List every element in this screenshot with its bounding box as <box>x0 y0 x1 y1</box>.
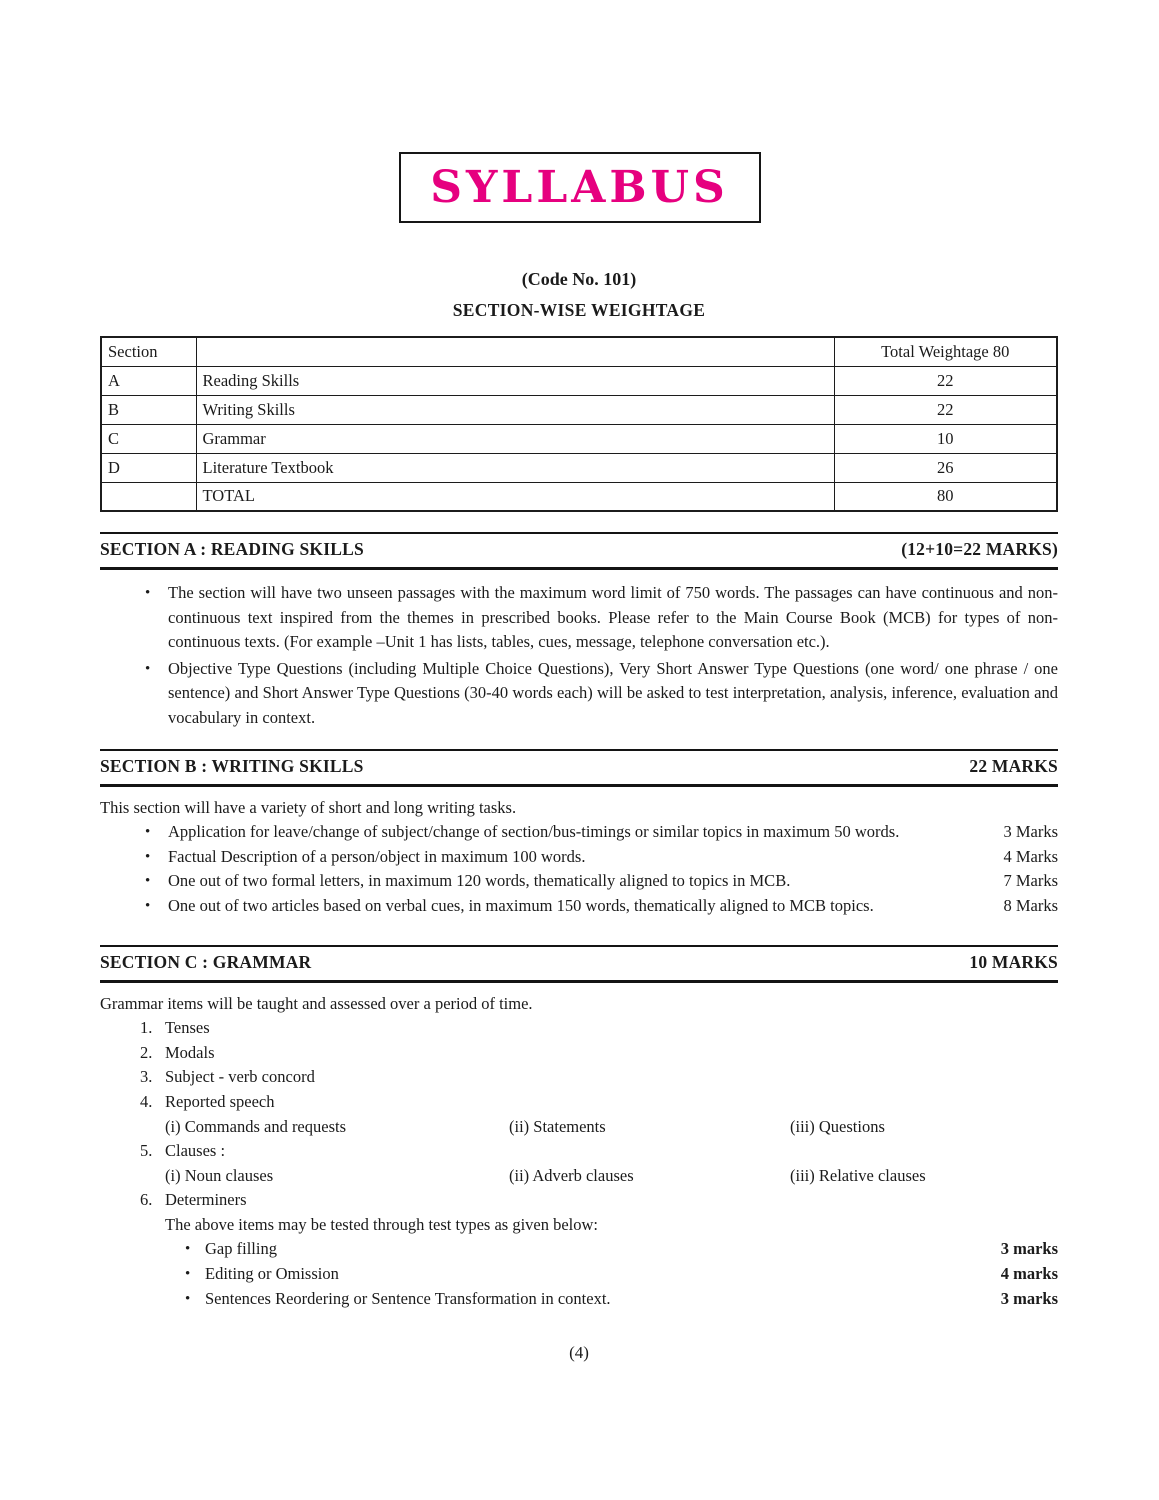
sub-item: (i) Commands and requests <box>165 1116 347 1136</box>
section-c-heading <box>100 945 1058 983</box>
item-text <box>168 845 1058 870</box>
grammar-item <box>140 1139 1058 1164</box>
section-c-note: The above items may be tested through test types as given below: <box>165 1214 599 1234</box>
section-a-title: SECTION A : READING SKILLS <box>100 539 364 559</box>
item-label: Editing or Omission <box>205 1264 339 1284</box>
table-row <box>101 453 1057 482</box>
bullet-icon: • <box>145 873 151 890</box>
item-label: One out of two formal letters, in maximum 120 words, thematically aligned to topics in MCB. <box>168 871 791 891</box>
item-label: Reported speech <box>165 1091 275 1111</box>
item-marks: 7 Marks <box>1003 871 1058 891</box>
cell-weight: 26 <box>834 453 1057 482</box>
cell-weight: 80 <box>834 482 1057 511</box>
table-row <box>101 424 1057 453</box>
section-c-title: SECTION C : GRAMMAR <box>100 951 312 972</box>
section-a-heading <box>100 532 1058 570</box>
item-label: Sentences Reordering or Sentence Transformation in context. <box>205 1288 611 1308</box>
sub-item: (ii) Adverb clauses <box>509 1165 634 1185</box>
cell-section: C <box>101 424 196 453</box>
section-a-bullet-1 <box>100 581 1058 655</box>
sub-item: (iii) Questions <box>790 1116 885 1136</box>
test-type-item <box>100 1287 1058 1312</box>
table-row <box>101 366 1057 395</box>
sub-item: (i) Noun clauses <box>165 1165 274 1185</box>
section-wise-weightage-heading: SECTION-WISE WEIGHTAGE <box>452 300 706 320</box>
section-b-intro: This section will have a variety of short and long writing tasks. <box>100 797 517 817</box>
item-number: 4. <box>140 1091 153 1111</box>
item-text <box>205 1237 1058 1262</box>
item-marks: 4 marks <box>1000 1264 1058 1284</box>
cell-name: Literature Textbook <box>196 453 834 482</box>
bullet-icon: • <box>145 897 151 914</box>
clauses-subitems <box>165 1164 1058 1189</box>
item-number: 3. <box>140 1067 153 1087</box>
bullet-icon: • <box>145 848 151 865</box>
item-label: Application for leave/change of subject/change of section/bus-timings or similar topics in maximum 50 words. <box>168 822 900 842</box>
item-text <box>168 894 1058 919</box>
item-number: 2. <box>140 1042 153 1062</box>
section-a-bullet-2 <box>100 657 1058 731</box>
cell-section: B <box>101 395 196 424</box>
grammar-item <box>140 1016 1058 1041</box>
cell-section <box>101 482 196 511</box>
section-a-marks: (12+10=22 MARKS) <box>901 539 1058 559</box>
item-marks: 8 Marks <box>1003 895 1058 915</box>
section-b-item <box>100 869 1058 894</box>
cell-name: Writing Skills <box>196 395 834 424</box>
reported-speech-subitems <box>165 1115 1058 1140</box>
cell-name: Grammar <box>196 424 834 453</box>
cell-name: TOTAL <box>196 482 834 511</box>
item-text <box>205 1262 1058 1287</box>
item-label: Determiners <box>165 1190 247 1210</box>
section-b-item <box>100 845 1058 870</box>
bullet-icon: • <box>185 1290 191 1307</box>
bullet-icon: • <box>185 1241 191 1258</box>
table-header-row <box>101 337 1057 366</box>
item-label: One out of two articles based on verbal cues, in maximum 150 words, thematically aligned to MCB topics. <box>168 895 874 915</box>
section-c-marks: 10 MARKS <box>969 951 1058 972</box>
header-weight: Total Weightage 80 <box>834 337 1057 366</box>
section-b-title: SECTION B : WRITING SKILLS <box>100 755 364 776</box>
item-label: Gap filling <box>205 1239 277 1259</box>
item-text <box>168 869 1058 894</box>
table-total-row <box>101 482 1057 511</box>
grammar-item <box>140 1065 1058 1090</box>
section-b-heading <box>100 749 1058 787</box>
grammar-item <box>140 1090 1058 1115</box>
cell-section: A <box>101 366 196 395</box>
item-label: Clauses : <box>165 1141 226 1161</box>
item-label: Subject - verb concord <box>165 1067 315 1087</box>
item-marks: 3 Marks <box>1003 822 1058 842</box>
bullet-text: Objective Type Questions (including Multiple Choice Questions), Very Short Answer Type Questions (one word/ one phrase / one sentence) and Short Answer Type Questions (30-40 words each) will be asked to test interpretation, analysis, inference, evaluation and vocabulary in context. <box>168 658 1058 727</box>
bullet-icon: • <box>145 824 151 841</box>
cell-name: Reading Skills <box>196 366 834 395</box>
cell-weight: 22 <box>834 395 1057 424</box>
section-b-item <box>100 894 1058 919</box>
item-label: Factual Description of a person/object in maximum 100 words. <box>168 846 586 866</box>
page-number: (4) <box>569 1343 589 1363</box>
table-row <box>101 395 1057 424</box>
bullet-text: The section will have two unseen passages with the maximum word limit of 750 words. The passages can have continuous and non-continuous text inspired from the themes in prescribed books. Please refer to the Main Course Book (MCB) for types of non-continuous texts. (For example –Unit 1 has lists, tables, cues, message, telephone conversation etc.). <box>168 583 1058 652</box>
syllabus-title-box <box>399 152 761 223</box>
section-c-intro: Grammar items will be taught and assessed over a period of time. <box>100 993 533 1013</box>
grammar-item <box>140 1041 1058 1066</box>
sub-item: (iii) Relative clauses <box>790 1165 926 1185</box>
section-b-marks: 22 MARKS <box>969 755 1058 776</box>
item-text <box>168 820 1058 845</box>
item-number: 5. <box>140 1141 153 1161</box>
bullet-icon: • <box>185 1266 191 1283</box>
grammar-item <box>140 1188 1058 1213</box>
item-number: 1. <box>140 1018 153 1038</box>
item-number: 6. <box>140 1190 153 1210</box>
header-section: Section <box>101 337 196 366</box>
code-number: (Code No. 101) <box>521 269 637 289</box>
cell-weight: 22 <box>834 366 1057 395</box>
header-name <box>196 337 834 366</box>
item-text <box>205 1287 1058 1312</box>
item-label: Modals <box>165 1042 215 1062</box>
weightage-table <box>100 336 1058 512</box>
item-marks: 3 marks <box>1000 1239 1058 1259</box>
item-marks: 4 Marks <box>1003 846 1058 866</box>
item-label: Tenses <box>165 1018 210 1038</box>
section-b-item <box>100 820 1058 845</box>
test-type-item <box>100 1262 1058 1287</box>
bullet-icon: • <box>145 585 151 601</box>
test-type-item <box>100 1237 1058 1262</box>
bullet-icon: • <box>145 660 151 677</box>
cell-weight: 10 <box>834 424 1057 453</box>
page-title: SYLLABUS <box>430 162 729 213</box>
cell-section: D <box>101 453 196 482</box>
item-marks: 3 marks <box>1000 1288 1058 1308</box>
sub-item: (ii) Statements <box>509 1116 606 1136</box>
